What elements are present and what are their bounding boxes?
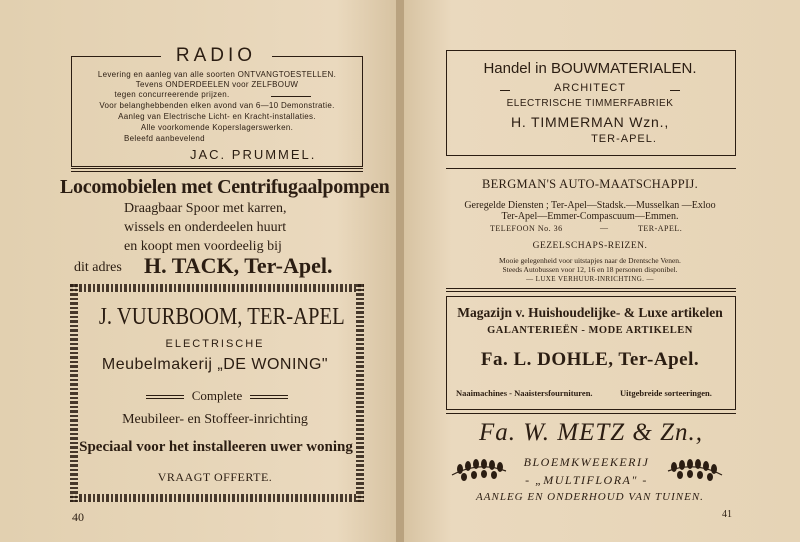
bergman-top-rule (446, 168, 736, 169)
vuurboom-border-top (70, 284, 364, 292)
dohle-top-rule (446, 288, 736, 292)
vuurboom-trade: Meubelmakerij „DE WONING" (101, 356, 329, 373)
vuurboom-sub: ELECTRISCHE (165, 338, 265, 350)
right-page (404, 0, 800, 542)
bergman-line-2: Ter-Apel—Emmer-Compascuum—Emmen. (501, 211, 679, 222)
timmerman-line-2: ARCHITECT (554, 82, 626, 94)
metz-top-rule (446, 413, 736, 414)
tack-line-2: wissels en onderdeelen huurt (124, 220, 287, 235)
page-number-left: 40 (72, 510, 84, 524)
tack-line-3: en koopt men voordeelig bij (124, 239, 282, 254)
bergman-place: TER-APEL. (638, 224, 683, 233)
radio-rule-left (71, 56, 161, 57)
tack-line-1: Draagbaar Spoor met karren, (124, 201, 287, 216)
flower-spray-right-icon (666, 455, 724, 483)
dohle-line-2: GALANTERIEËN - MODE ARTIKELEN (487, 325, 693, 336)
radio-line-7: Beleefd aanbevelend (124, 134, 205, 143)
dohle-name: Fa. L. DOHLE, Ter-Apel. (480, 349, 700, 370)
radio-rule-right (272, 56, 363, 57)
architect-dash-right (670, 90, 680, 91)
bergman-line-4: Steeds Autobussen voor 12, 16 en 18 personen disponibel. (502, 265, 678, 274)
radio-title: RADIO (175, 45, 257, 66)
radio-line-1: Levering en aanleg van alle soorten ONTVANGTOESTELLEN. (97, 70, 337, 79)
flower-spray-left-icon (450, 455, 508, 483)
complete-rule-right (250, 395, 288, 399)
complete-rule-left (146, 395, 184, 399)
dohle-foot-left: Naaimachines - Naaistersfournituren. (456, 388, 593, 398)
vuurboom-special: Speciaal voor het installeeren uwer woning (79, 439, 353, 455)
architect-dash-left (500, 90, 510, 91)
bergman-telefoon-dash: — (600, 223, 608, 232)
radio-signature: JAC. PRUMMEL. (190, 147, 317, 162)
bergman-line-5: — LUXE VERHUUR-INRICHTING. — (526, 275, 654, 283)
metz-name: Fa. W. METZ & Zn., (478, 419, 704, 446)
vuurboom-border-right (356, 284, 364, 502)
metz-line-2: - „MULTIFLORA" - (525, 473, 648, 487)
timmerman-line-3: ELECTRISCHE TIMMERFABRIEK (506, 98, 674, 109)
bergman-line-1: Geregelde Diensten ; Ter-Apel—Stadsk.—Musselkan —Exloo (464, 200, 716, 211)
bergman-telefoon: TELEFOON No. 36 (490, 224, 563, 233)
timmerman-line-1: Handel in BOUWMATERIALEN. (483, 60, 697, 77)
radio-line-2: Tevens ONDERDEELEN voor ZELFBOUW (135, 80, 299, 89)
vuurboom-offer: VRAAGT OFFERTE. (157, 470, 273, 484)
vuurboom-border-left (70, 284, 78, 502)
bergman-line-3: Mooie gelegenheid voor uitstapjes naar de Drentsche Venen. (499, 256, 681, 265)
radio-line-5: Aanleg van Electrische Licht- en Kracht-installaties. (118, 112, 316, 121)
radio-line-3: tegen concurreerende prijzen. (114, 90, 230, 99)
vuurboom-complete: Complete (191, 388, 243, 403)
bergman-sub-title: GEZELSCHAPS-REIZEN. (532, 241, 648, 251)
dohle-line-1: Magazijn v. Huishoudelijke- & Luxe artikelen (457, 305, 723, 320)
tack-name: H. TACK, Ter-Apel. (144, 253, 333, 278)
book-gutter (396, 0, 404, 542)
dohle-foot-right: Uitgebreide sorteeringen. (620, 388, 712, 398)
timmerman-line-4: H. TIMMERMAN Wzn., (510, 114, 670, 130)
timmerman-line-5: TER-APEL. (591, 133, 657, 145)
radio-line-3-rule (271, 96, 311, 97)
metz-line-1: BLOEMKWEEKERIJ (523, 455, 650, 469)
page-number-right: 41 (722, 509, 732, 520)
metz-line-3: AANLEG EN ONDERHOUD VAN TUINEN. (476, 491, 704, 503)
vuurboom-name: J. VUURBOOM, TER-APEL (98, 304, 345, 330)
radio-line-6: Alle voorkomende Koperslagerswerken. (140, 123, 294, 132)
left-page (0, 0, 396, 542)
tack-headline: Locomobielen met Centrifugaalpompen (60, 176, 390, 198)
radio-bottom-rule (71, 168, 363, 172)
bergman-title: BERGMAN'S AUTO-MAATSCHAPPIJ. (481, 177, 699, 191)
tack-prefix: dit adres (74, 260, 122, 275)
vuurboom-border-bottom (70, 494, 364, 502)
radio-line-4: Voor belanghebbenden elken avond van 6—10 Demonstratie. (99, 101, 335, 110)
vuurboom-service: Meubileer- en Stoffeer-inrichting (122, 412, 308, 427)
